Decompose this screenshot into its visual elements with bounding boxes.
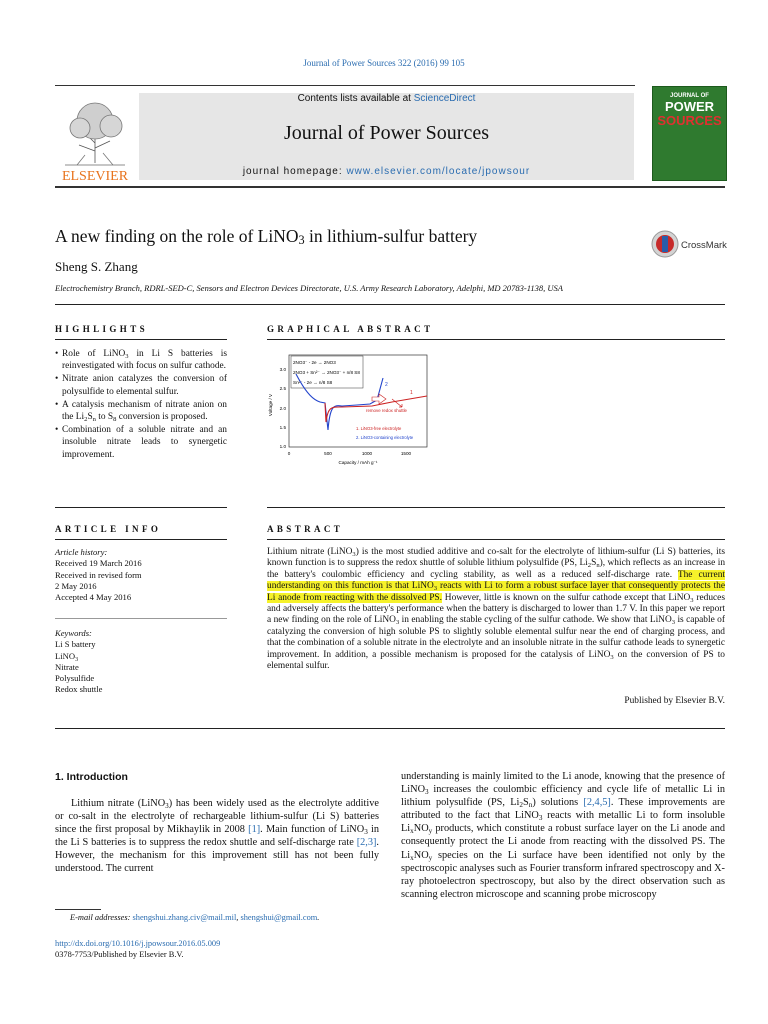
highlight-item: • Nitrate anion catalyzes the conversion of polysulfide to elemental sulfur. xyxy=(55,373,227,397)
email-footnote xyxy=(70,913,319,922)
abstract-text: Lithium nitrate (LiNO$_3$) is the most studied additive and co-salt for the electrolyte of lithium-sulfur (Li S) batteries, its known function is to suppress the redox shuttle of soluble lithium polysulfide (PS, $Li_2S_n$), which reflects as an increase in the battery's coulombic efficiency and cycling stability, as well as a reduced self-discharge rate. The current understanding on this function is that LiNO$_3$ reacts with Li to form a robust surface layer that consequently protects the Li anode from reacting with the dissolved PS. However, little is known on the sulfur cathode except that LiNO$_3$ reduces and adversely affects the battery's performance when the battery is discharged to lower than 1.7 V. In this paper we report a new finding on the role of LiNO$_3$ in enabling the stable cycling of the sulfur cathode. We show that LiNO$_3$ is capable of catalyzing the conversion of high soluble PS to slightly soluble elemental sulfur near the end of charging process, and that the combination of a soluble nitrate in the electrolyte and an insoluble nitrate in the sulfur cathode leads to synergetic improvement. In addition, a possible mechanism is proposed for the catalysis of LiNO$_3$ on the conversion of PS to elemental sulfur. xyxy=(267,547,726,672)
ref-link[interactable]: [2,3] xyxy=(356,837,377,849)
sciencedirect-link[interactable]: ScienceDirect xyxy=(413,93,476,104)
title-rule xyxy=(55,304,725,305)
contents-line xyxy=(139,93,634,104)
equation-1: 2NO3⁻ - 2e → 2NO3 xyxy=(293,360,336,365)
title-sub: 3 xyxy=(298,233,305,247)
doi-link[interactable]: http://dx.doi.org/10.1016/j.jpowsour.2016.05.009 xyxy=(55,939,221,948)
highlight-item: • Role of LiNO$_3$ in Li S batteries is reinvestigated with focus on sulfur cathode. xyxy=(55,348,227,372)
issn-line: 0378-7753/Published by Elsevier B.V. xyxy=(55,950,184,959)
keywords-block xyxy=(55,628,227,696)
email-end: . xyxy=(317,913,320,922)
x-axis-label: Capacity / mAh g⁻¹ xyxy=(338,460,378,465)
equation-3: Sn²⁻ - 2e → n/8 S8 xyxy=(293,380,333,385)
graphical-abstract-figure[interactable] xyxy=(262,350,432,480)
email-link-1[interactable]: shengshui.zhang.civ@mail.mil xyxy=(132,913,237,922)
keyword-item: Redox shuttle xyxy=(55,684,103,695)
article-title xyxy=(55,226,477,247)
highlights-list xyxy=(55,348,227,462)
crossmark-badge[interactable] xyxy=(651,228,731,260)
x-tick: 1500 xyxy=(400,451,412,456)
homepage-prefix: journal homepage: xyxy=(242,166,347,177)
email-link-2[interactable]: shengshui@gmail.com xyxy=(240,913,318,922)
accepted-date: Accepted 4 May 2016 xyxy=(55,592,132,603)
crossmark-label: CrossMark xyxy=(681,240,727,251)
elsevier-tree-logo[interactable] xyxy=(55,93,135,183)
ref-link[interactable]: [1] xyxy=(248,824,261,836)
curve-2-label: 2 xyxy=(385,382,388,388)
cover-line3: SOURCES xyxy=(657,113,722,128)
highlights-heading: HIGHLIGHTS xyxy=(55,324,149,334)
keyword-item: LiNO$_3$ xyxy=(55,650,79,663)
abstract-heading: ABSTRACT xyxy=(267,524,344,534)
journal-citation[interactable]: Journal of Power Sources 322 (2016) 99 105 xyxy=(303,58,465,68)
author-affiliation: Electrochemistry Branch, RDRL-SED-C, Sensors and Electron Devices Directorate, U.S. Army Research Laboratory, Adelphi, MD 20783-1138, USA xyxy=(55,283,563,293)
header-bottom-rule xyxy=(55,186,725,188)
y-tick: 2.5 xyxy=(279,386,286,391)
curve-1-label: 1 xyxy=(410,390,413,396)
front-matter-rule xyxy=(55,728,725,729)
revised-line1: Received in revised form xyxy=(55,569,142,580)
article-info-heading: ARTICLE INFO xyxy=(55,524,162,534)
doi-block xyxy=(55,938,220,960)
y-tick: 1.5 xyxy=(279,425,286,430)
keywords-rule xyxy=(55,618,227,619)
received-date: Received 19 March 2016 xyxy=(55,558,142,569)
intro-paragraph-right: understanding is mainly limited to the Li anode, knowing that the presence of LiNO$_3$ increases the coulombic efficiency and cycle life of metallic Li in lithium polysulfide (PS, $Li_2S_n$) solutions [2,4,5]. These improvements are attributed to the fact that LiNO$_3$ reacts with metallic Li to form insoluble $Li_xNO_y$ products, which constitute a robust surface layer on the Li anode and consequently protect the Li anode from reacting with the dissolved PS. The $Li_xNO_y$ species on the Li surface have been identified not only by the spectroscopic analyses such as Fourier transform infrared spectroscopy and X-ray photoelectron spectroscopy, but also by the direct observation such as scanning electron microscope and scanning probe microscopy xyxy=(401,771,725,900)
title-suffix: in lithium-sulfur battery xyxy=(304,226,478,246)
y-tick: 2.0 xyxy=(279,406,286,411)
highlights-rule xyxy=(55,339,227,340)
revised-line2: 2 May 2016 xyxy=(55,580,97,591)
footnote-rule xyxy=(55,909,101,910)
cover-line2: POWER xyxy=(664,99,715,114)
highlighted-sentence[interactable]: The current understanding on this function is that LiNO$_3$ reacts with Li to form a robust surface layer that consequently protects the Li anode from reacting with the dissolved PS. xyxy=(267,569,725,603)
header-rule xyxy=(55,85,635,86)
email-separator: , xyxy=(236,913,241,922)
cover-line1: JOURNAL OF xyxy=(670,93,709,99)
redox-shuttle-label: remove redox shuttle xyxy=(366,408,407,413)
journal-homepage xyxy=(139,166,634,177)
keyword-item: Nitrate xyxy=(55,661,79,672)
author-name[interactable]: Sheng S. Zhang xyxy=(55,259,138,274)
introduction-heading: 1. Introduction xyxy=(55,771,128,783)
keyword-item: Li S battery xyxy=(55,639,96,650)
y-axis-label: Voltage / V xyxy=(268,393,273,417)
email-label: E-mail addresses: xyxy=(70,913,133,922)
highlight-item: • A catalysis mechanism of nitrate anion on the $Li_2S_n$ to $S_8$ conversion is proposed. xyxy=(55,399,227,423)
article-history xyxy=(55,547,227,603)
abstract-rule xyxy=(267,539,725,540)
title-prefix: A new finding on the role of LiNO xyxy=(55,226,299,246)
y-tick: 1.0 xyxy=(279,444,286,449)
ref-link[interactable]: [2,4,5] xyxy=(583,797,611,809)
contents-prefix: Contents lists available at xyxy=(297,93,414,104)
journal-name: Journal of Power Sources xyxy=(284,122,489,144)
equation-2: 2NO3 + Sn²⁻ → 2NO3⁻ + n/8 S8 xyxy=(293,370,360,375)
legend-2: 2. LiNO3-containing electrolyte xyxy=(356,435,414,440)
history-label: Article history: xyxy=(55,547,108,557)
x-tick: 0 xyxy=(287,451,291,456)
keyword-item: Polysulfide xyxy=(55,673,95,684)
elsevier-wordmark: ELSEVIER xyxy=(61,169,129,183)
journal-cover[interactable] xyxy=(652,86,727,181)
intro-paragraph-left: Lithium nitrate (LiNO$_3$) has been widely used as the electrolyte additive or co-salt in the electrolyte of rechargeable lithium-sulfur (Li S) batteries since the first proposal by Mikhaylik in 2008 [1]. Main function of LiNO$_3$ in the Li S batteries is to suppress the redox shuttle and self-discharge rate [2,3]. However, the mechanism for this improvement still has not been fully understood. The current xyxy=(55,798,380,875)
published-by: Published by Elsevier B.V. xyxy=(624,696,725,706)
ga-bottom-rule xyxy=(267,507,725,508)
highlight-item: • Combination of a soluble nitrate and an insoluble nitrate leads to synergetic improvement. xyxy=(55,424,227,461)
article-info-rule xyxy=(55,539,227,540)
homepage-link[interactable]: www.elsevier.com/locate/jpowsour xyxy=(346,166,531,177)
highlights-bottom-rule xyxy=(55,507,227,508)
legend-1: 1. LiNO3-free electrolyte xyxy=(356,426,402,431)
keywords-label: Keywords: xyxy=(55,628,92,638)
graphical-abstract-rule xyxy=(267,339,725,340)
x-tick: 1000 xyxy=(361,451,373,456)
x-tick: 500 xyxy=(324,451,332,456)
y-tick: 3.0 xyxy=(279,367,286,372)
graphical-abstract-heading: GRAPHICAL ABSTRACT xyxy=(267,324,434,334)
